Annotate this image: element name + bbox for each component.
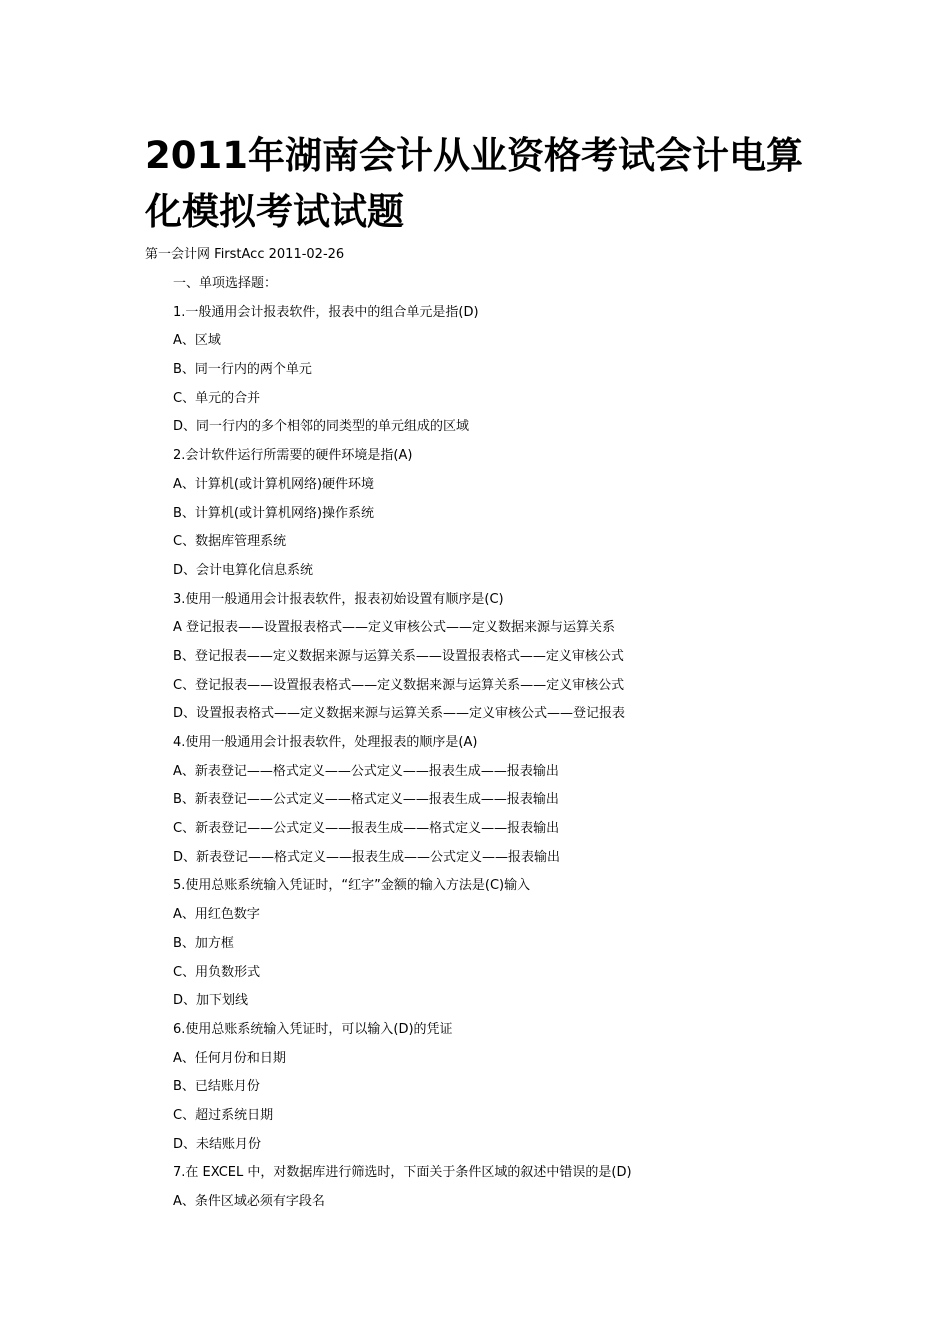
text-line: A、任何月份和日期 xyxy=(173,1050,286,1066)
document-title: 2011年湖南会计从业资格考试会计电算化模拟考试试题 xyxy=(145,134,803,233)
text-line: 1.一般通用会计报表软件，报表中的组合单元是指(D) xyxy=(173,304,479,320)
text-line: B、新表登记——公式定义——格式定义——报表生成——报表输出 xyxy=(173,792,559,808)
text-line: D、未结账月份 xyxy=(173,1136,262,1152)
text-line: D、设置报表格式——定义数据来源与运算关系——定义审核公式——登记报表 xyxy=(173,706,626,722)
text-line: C、数据库管理系统 xyxy=(173,534,287,550)
text-line: D、会计电算化信息系统 xyxy=(173,562,314,578)
meta-date: 2011-02-26 xyxy=(268,247,345,262)
document-meta xyxy=(145,245,344,265)
text-line: A、条件区域必须有字段名 xyxy=(173,1194,325,1209)
text-line: B、登记报表——定义数据来源与运算关系——设置报表格式——定义审核公式 xyxy=(173,648,624,664)
text-line: 4.使用一般通用会计报表软件，处理报表的顺序是(A) xyxy=(173,735,478,750)
text-line: A、计算机(或计算机网络)硬件环境 xyxy=(173,476,375,492)
text-line: B、计算机(或计算机网络)操作系统 xyxy=(173,505,375,521)
meta-site: FirstAcc xyxy=(214,247,265,262)
text-line: A、新表登记——格式定义——公式定义——报表生成——报表输出 xyxy=(173,763,559,779)
text-line: D、加下划线 xyxy=(173,993,249,1009)
text-line: C、超过系统日期 xyxy=(173,1107,274,1123)
text-line: A、用红色数字 xyxy=(173,907,260,923)
text-line: 6.使用总账系统输入凭证时，可以输入(D)的凭证 xyxy=(173,1021,453,1037)
text-line: B、同一行内的两个单元 xyxy=(173,362,312,378)
text-line: C、用负数形式 xyxy=(173,964,261,980)
meta-source: 第一会计网 xyxy=(145,247,211,262)
text-line: 5.使用总账系统输入凭证时，“红字”金额的输入方法是(C)输入 xyxy=(173,878,531,894)
text-line: B、加方框 xyxy=(173,935,234,951)
text-line: A 登记报表——设置报表格式——定义审核公式——定义数据来源与运算关系 xyxy=(173,620,616,636)
text-line: 2.会计软件运行所需要的硬件环境是指(A) xyxy=(173,448,413,464)
text-line: C、登记报表——设置报表格式——定义数据来源与运算关系——定义审核公式 xyxy=(173,677,625,693)
document-body xyxy=(173,274,873,1221)
text-line: 一、单项选择题： xyxy=(173,276,278,291)
text-line: B、已结账月份 xyxy=(173,1079,260,1095)
text-line: D、新表登记——格式定义——报表生成——公式定义——报表输出 xyxy=(173,849,561,865)
text-line: C、单元的合并 xyxy=(173,390,261,406)
text-line: C、新表登记——公式定义——报表生成——格式定义——报表输出 xyxy=(173,821,560,837)
text-line: 7.在 EXCEL 中，对数据库进行筛选时，下面关于条件区域的叙述中错误的是(D) xyxy=(173,1165,632,1181)
text-line: 3.使用一般通用会计报表软件，报表初始设置有顺序是(C) xyxy=(173,591,504,607)
text-line: A、区域 xyxy=(173,333,221,349)
text-line: D、同一行内的多个相邻的同类型的单元组成的区域 xyxy=(173,419,470,435)
